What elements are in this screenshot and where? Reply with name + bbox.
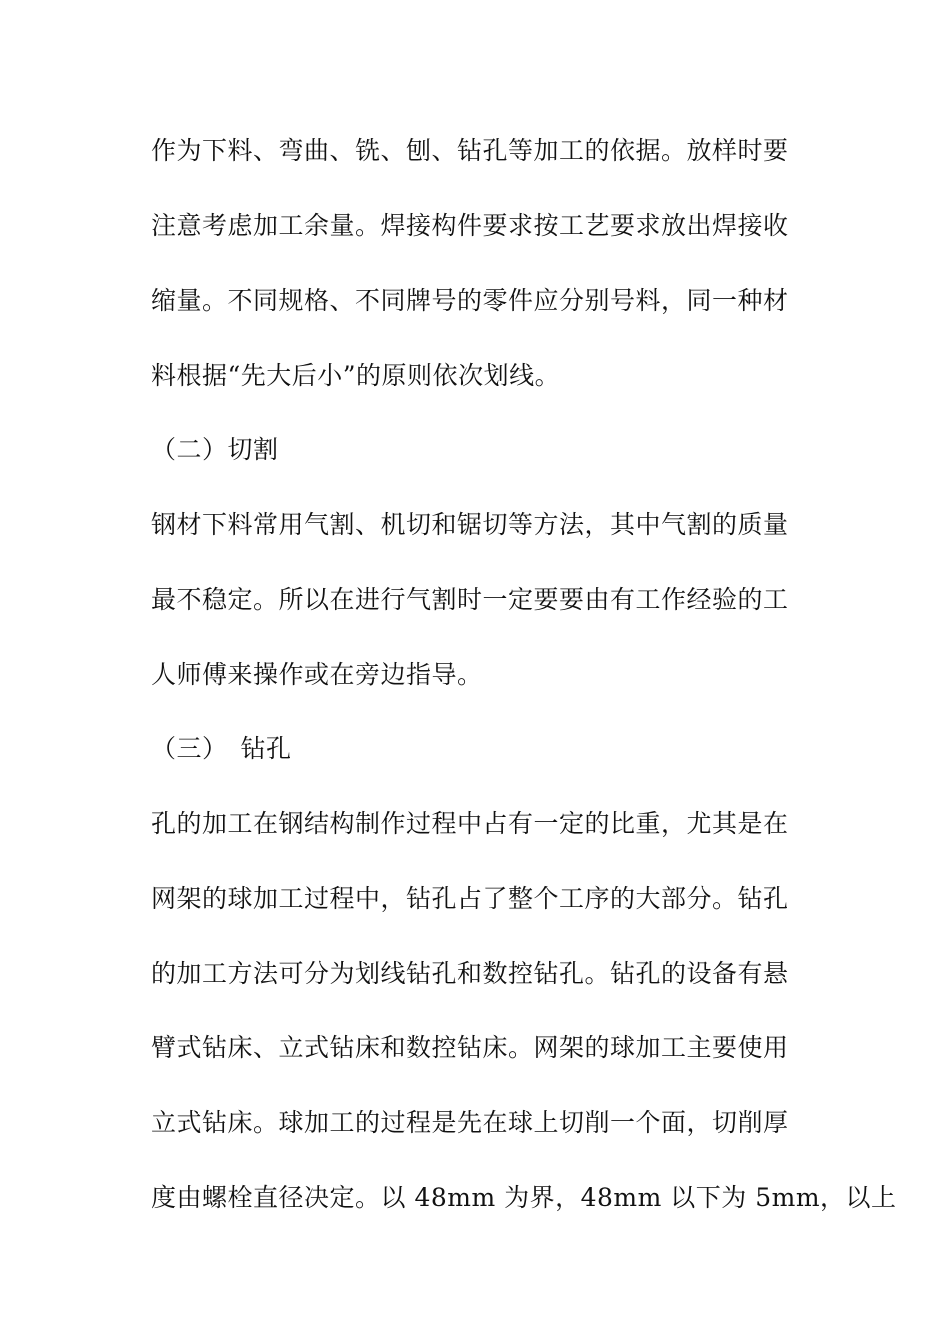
section-heading-drilling: （三） 钻孔: [151, 734, 292, 763]
body-text-line: 的加工方法可分为划线钻孔和数控钻孔。钻孔的设备有悬: [151, 959, 789, 988]
body-text-line: 臂式钻床、立式钻床和数控钻床。网架的球加工主要使用: [151, 1033, 789, 1062]
section-heading-cutting: （二）切割: [151, 435, 279, 464]
body-text-line: 注意考虑加工余量。焊接构件要求按工艺要求放出焊接收: [151, 211, 789, 240]
body-text-line: 钢材下料常用气割、机切和锯切等方法，其中气割的质量: [151, 510, 789, 539]
body-text-line: 缩量。不同规格、不同牌号的零件应分别号料，同一种材: [151, 286, 789, 315]
body-text-line: 人师傅来操作或在旁边指导。: [151, 660, 483, 689]
body-text-line: 立式钻床。球加工的过程是先在球上切削一个面，切削厚: [151, 1108, 789, 1137]
body-text-line: 度由螺栓直径决定。以 48mm 为界，48mm 以下为 5mm，以上: [151, 1183, 897, 1212]
body-text-line: 网架的球加工过程中，钻孔占了整个工序的大部分。钻孔: [151, 884, 789, 913]
body-text-line: 孔的加工在钢结构制作过程中占有一定的比重，尤其是在: [151, 809, 789, 838]
body-text-line: 最不稳定。所以在进行气割时一定要要由有工作经验的工: [151, 585, 789, 614]
body-text-line: 料根据“先大后小”的原则依次划线。: [151, 361, 561, 390]
body-text-line: 作为下料、弯曲、铣、刨、钻孔等加工的依据。放样时要: [151, 136, 789, 165]
